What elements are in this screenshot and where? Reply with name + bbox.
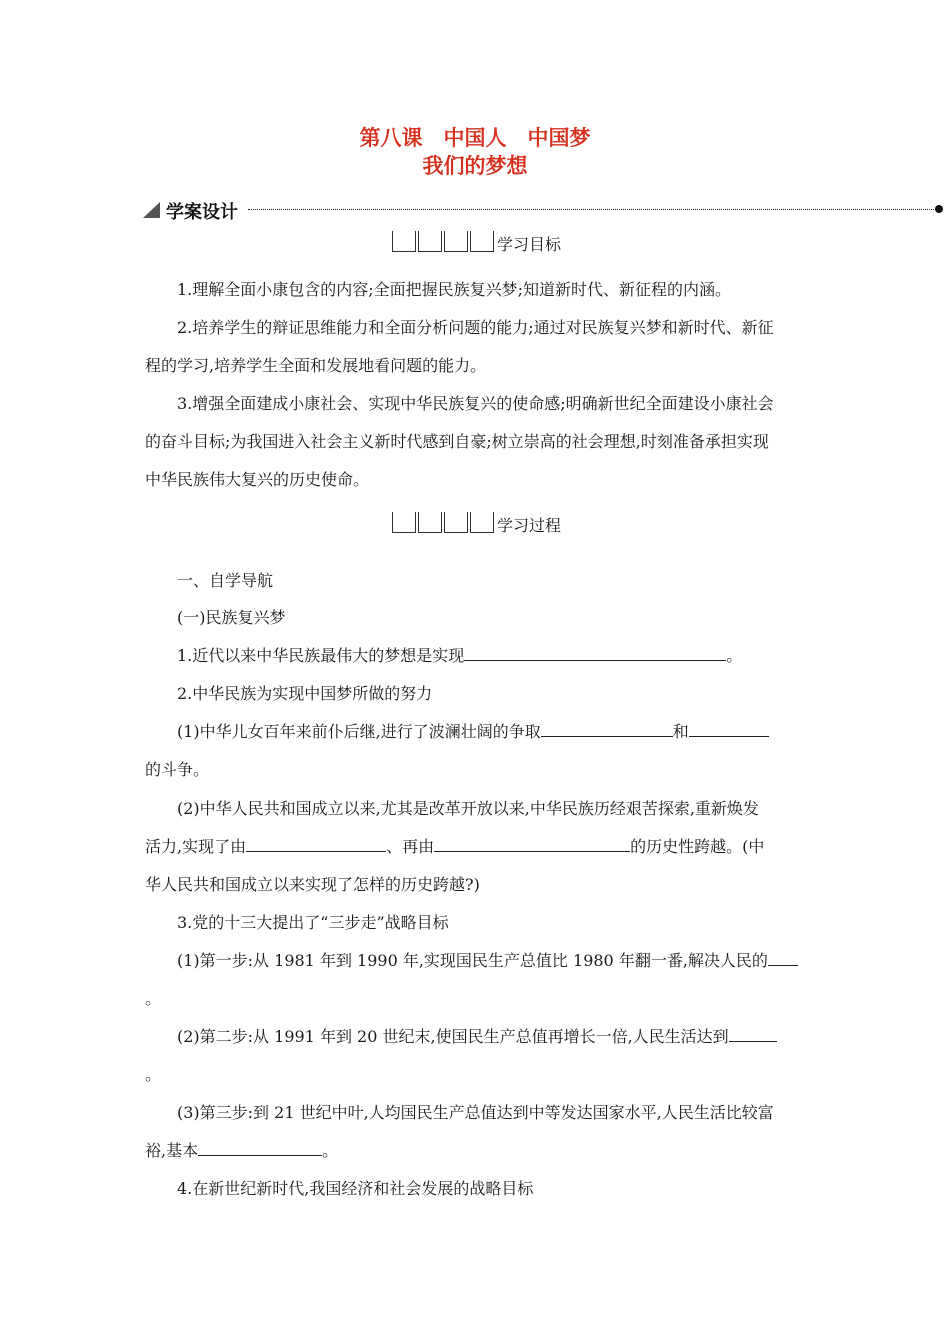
objective-3-line2: 的奋斗目标;为我国进入社会主义新时代感到自豪;树立崇高的社会理想,时刻准备承担实现 bbox=[145, 432, 769, 451]
answer-blank[interactable] bbox=[541, 722, 673, 737]
question-2-2-line2 bbox=[145, 834, 764, 857]
heading-national-rejuvenation: (一)民族复兴梦 bbox=[177, 608, 286, 627]
question-2-1-text: (1)中华儿女百年来前仆后继,进行了波澜壮阔的争取 bbox=[177, 722, 541, 741]
answer-blank[interactable] bbox=[768, 951, 798, 966]
answer-blank[interactable] bbox=[246, 837, 386, 852]
question-3-2-end: 。 bbox=[145, 1065, 162, 1084]
question-2-2-mid: 、再由 bbox=[386, 837, 435, 856]
question-3: 3.党的十三大提出了“三步走”战略目标 bbox=[177, 913, 449, 932]
objective-2-line2: 程的学习,培养学生全面和发展地看问题的能力。 bbox=[145, 356, 487, 375]
boxes-icon bbox=[392, 512, 496, 533]
question-3-1 bbox=[177, 948, 798, 971]
question-3-3-end: 。 bbox=[322, 1141, 339, 1160]
process-label: 学习过程 bbox=[497, 516, 562, 535]
question-3-3-line2 bbox=[145, 1138, 338, 1161]
dotted-divider bbox=[248, 209, 936, 210]
answer-blank[interactable] bbox=[689, 722, 769, 737]
answer-blank[interactable] bbox=[434, 837, 630, 852]
question-3-3-line1: (3)第三步:到 21 世纪中叶,人均国民生产总值达到中等发达国家水平,人民生活比较富 bbox=[177, 1103, 774, 1122]
boxes-icon bbox=[392, 231, 496, 252]
answer-blank[interactable] bbox=[729, 1027, 777, 1042]
objectives-heading bbox=[392, 228, 561, 252]
objective-3-line1: 3.增强全面建成小康社会、实现中华民族复兴的使命感;明确新世纪全面建设小康社会 bbox=[177, 394, 774, 413]
triangle-icon bbox=[143, 202, 160, 218]
question-2: 2.中华民族为实现中国梦所做的努力 bbox=[177, 684, 433, 703]
question-2-2-post: 的历史性跨越。(中 bbox=[630, 837, 765, 856]
lesson-title: 第八课 中国人 中国梦 bbox=[359, 126, 591, 150]
banner-label: 学案设计 bbox=[166, 202, 238, 223]
dot-icon bbox=[935, 205, 943, 213]
answer-blank[interactable] bbox=[464, 646, 726, 661]
question-1-text: 1.近代以来中华民族最伟大的梦想是实现 bbox=[177, 646, 465, 665]
question-2-1-and: 和 bbox=[672, 722, 689, 741]
process-heading bbox=[392, 509, 561, 533]
heading-self-study: 一、自学导航 bbox=[177, 571, 274, 590]
section-banner bbox=[140, 198, 946, 222]
question-3-2-text: (2)第二步:从 1991 年到 20 世纪末,使国民生产总值再增长一倍,人民生活达到 bbox=[177, 1027, 729, 1046]
objective-2-line1: 2.培养学生的辩证思维能力和全面分析问题的能力;通过对民族复兴梦和新时代、新征 bbox=[177, 318, 774, 337]
question-1 bbox=[177, 643, 742, 666]
question-2-2-text: 活力,实现了由 bbox=[145, 837, 247, 856]
objectives-label: 学习目标 bbox=[497, 235, 562, 254]
question-2-1 bbox=[177, 719, 769, 742]
question-2-2-line3: 华人民共和国成立以来实现了怎样的历史跨越?) bbox=[145, 875, 480, 894]
question-4: 4.在新世纪新时代,我国经济和社会发展的战略目标 bbox=[177, 1179, 534, 1198]
question-2-2-line1: (2)中华人民共和国成立以来,尤其是改革开放以来,中华民族历经艰苦探索,重新焕发 bbox=[177, 799, 759, 818]
objective-1: 1.理解全面小康包含的内容;全面把握民族复兴梦;知道新时代、新征程的内涵。 bbox=[177, 280, 732, 299]
question-3-3-text: 裕,基本 bbox=[145, 1141, 199, 1160]
lesson-subtitle: 我们的梦想 bbox=[422, 154, 528, 178]
question-3-1-end: 。 bbox=[145, 989, 162, 1008]
question-1-end: 。 bbox=[726, 646, 743, 665]
question-2-1-end: 的斗争。 bbox=[145, 760, 210, 779]
question-3-1-text: (1)第一步:从 1981 年到 1990 年,实现国民生产总值比 1980 年翻一番,解决人民的 bbox=[177, 951, 768, 970]
answer-blank[interactable] bbox=[198, 1141, 322, 1156]
objective-3-line3: 中华民族伟大复兴的历史使命。 bbox=[145, 470, 370, 489]
question-3-2 bbox=[177, 1024, 777, 1047]
